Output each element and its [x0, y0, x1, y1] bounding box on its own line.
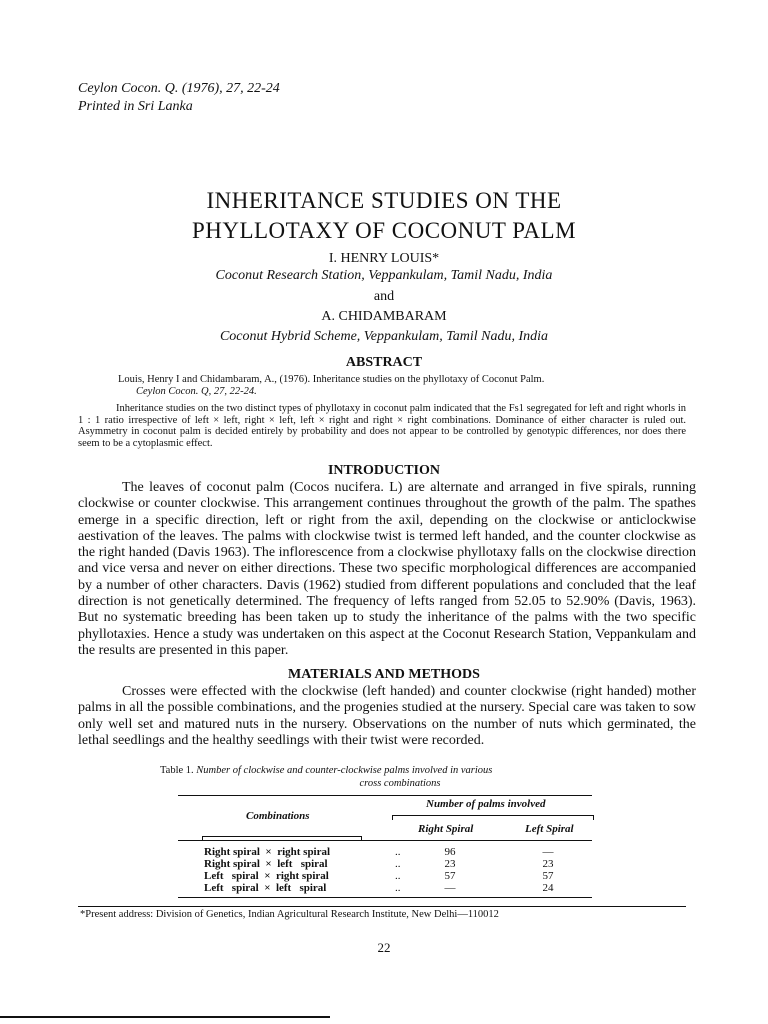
table-header-right-spiral: Right Spiral [418, 823, 474, 835]
citation-line: Ceylon Cocon. Q. (1976), 27, 22-24 [78, 81, 280, 96]
table-row-combination: Left spiral × right spiral [204, 870, 329, 882]
table-row-leader: .. [395, 858, 401, 870]
page-number: 22 [377, 940, 391, 955]
title-line-2: PHYLLOTAXY OF COCONUT PALM [191, 218, 577, 243]
scan-edge-line [0, 1016, 330, 1018]
table-bottom-rule [178, 897, 592, 898]
table-row-right-count: 23 [444, 858, 456, 870]
table-row-combination: Right spiral × right spiral [204, 846, 331, 858]
methods-heading: MATERIALS AND METHODS [288, 667, 480, 682]
abstract-citation [118, 374, 698, 398]
table-row-leader: .. [395, 846, 401, 858]
abstract-citation-line-1: Louis, Henry I and Chidambaram, A., (1976). Inheritance studies on the phyllotaxy of Coconut Palm. [118, 374, 545, 385]
affiliation-2: Coconut Hybrid Scheme, Veppankulam, Tamil Nadu, India [219, 329, 549, 344]
table-top-rule [178, 795, 592, 796]
table-row-leader: .. [395, 870, 401, 882]
abstract-citation-line-2: Ceylon Cocon. Q, 27, 22-24. [136, 386, 257, 397]
table-caption [160, 764, 620, 790]
abstract-heading: ABSTRACT [345, 355, 423, 370]
paper-title [0, 186, 768, 246]
author-2: A. CHIDAMBARAM [321, 309, 447, 324]
printed-in-line: Printed in Sri Lanka [78, 99, 193, 114]
author-1: I. HENRY LOUIS* [328, 251, 440, 266]
table-label: Table 1. [160, 765, 194, 776]
footnote: *Present address: Division of Genetics, Indian Agricultural Research Institute, New Delhi—110012 [80, 909, 499, 920]
table-header-left-spiral: Left Spiral [525, 823, 574, 835]
table-row-leader: .. [395, 882, 401, 894]
introduction-paragraph: The leaves of coconut palm (Cocos nucifera. L) are alternate and arranged in five spirals, running clockwise or counter clockwise. This arrangement continues throughout the growth of the palm. The spathes emerge in a specific direction, left or right from the axil, depending on the clockwise or anticlockwise aestivation of the leaves. The palms with clockwise twist is termed left handed, and the counter clockwise as the right handed (Davis 1963). The inflorescence from a clockwise phyllotaxy falls on the clockwise direction and vice versa and never on either directions. These two specific morphological differences are accompanied by a number of other characters. Davis (1962) studied from different populations and concluded that the leaf direction is not genetically determined. The frequency of lefts ranged from 52.05 to 52.90% (Davis, 1963). But no systematic breeding has been taken up to study the inheritance of the palms with the two specific phyllotaxies. Hence a study was undertaken on this aspect at the Coconut Research Station, Veppankulam and the results are presented in this paper. [78, 480, 696, 658]
author-conjunction: and [373, 289, 395, 304]
table-combinations-brace [202, 836, 362, 841]
title-line-1: INHERITANCE STUDIES ON THE [206, 188, 562, 213]
table-row-combination: Left spiral × left spiral [204, 882, 327, 894]
table-row-left-count: 57 [542, 870, 554, 882]
abstract-body: Inheritance studies on the two distinct types of phyllotaxy in coconut palm indicated that the Fs1 segregated for left and right whorls in 1 : 1 ratio irrespective of left × left, right × left, left × right and right × right combinations. Dominance of either character is ruled out. Asymmetry in coconut palm is decided entirely by probability and does not appear to be controlled by genotypic differences, nor does there seem to be a cytoplasmic effect. [78, 403, 686, 449]
footnote-rule [78, 906, 686, 907]
table-row-combination: Right spiral × left spiral [204, 858, 328, 870]
table-header-combinations: Combinations [246, 810, 310, 822]
table-caption-line-2: cross combinations [359, 778, 441, 789]
affiliation-1: Coconut Research Station, Veppankulam, Tamil Nadu, India [215, 268, 553, 283]
table-caption-line-1: Number of clockwise and counter-clockwise palms involved in various [196, 765, 493, 776]
journal-citation [78, 80, 280, 116]
table-header-brace [392, 815, 594, 820]
table-row-right-count: — [444, 882, 456, 894]
table-row-left-count: 23 [542, 858, 554, 870]
table-row-left-count: 24 [542, 882, 554, 894]
methods-paragraph: Crosses were effected with the clockwise (left handed) and counter clockwise (right handed) mother palms in all the possible combinations, and the progenies studied at the nursery. Special care was taken to sow only well set and matured nuts in the nursery. Observations on the number of nuts which germinated, the lethal seedlings and the healthy seedlings with their twist were recorded. [78, 684, 696, 748]
table-header-group: Number of palms involved [426, 798, 546, 810]
table-row-right-count: 57 [444, 870, 456, 882]
introduction-heading: INTRODUCTION [327, 463, 440, 478]
table-row-right-count: 96 [444, 846, 456, 858]
table-row-left-count: — [542, 846, 554, 858]
